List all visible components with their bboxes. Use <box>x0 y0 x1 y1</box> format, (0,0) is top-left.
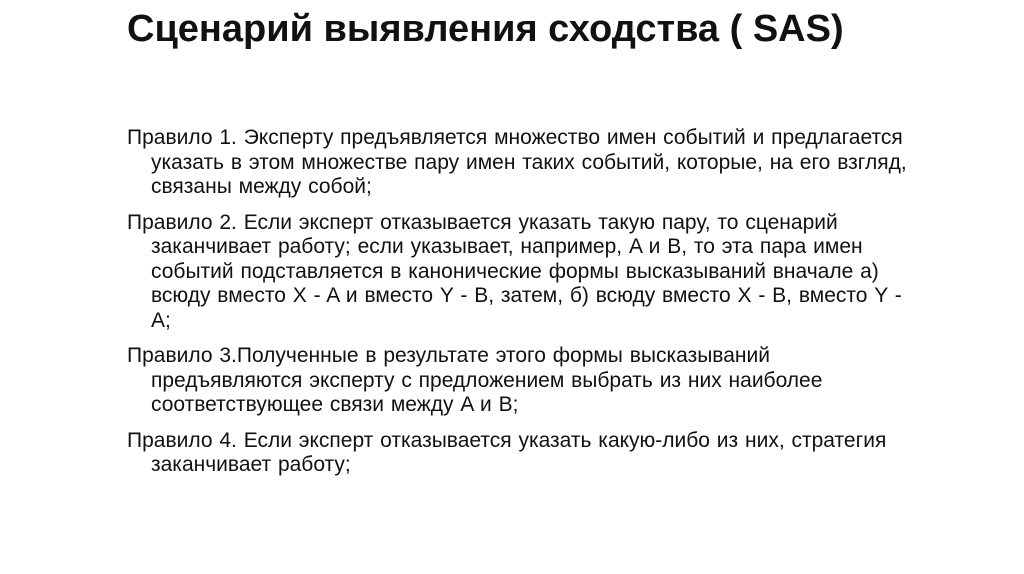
slide-title: Сценарий выявления сходства ( SAS) <box>127 8 844 50</box>
rule-item: Правило 1. Эксперту предъявляется множество имен событий и предлагается указать в этом множестве пару имен таких событий, которые, на его взгляд, связаны между собой; <box>127 126 907 198</box>
rules-list <box>127 126 917 489</box>
rule-item: Правило 3.Полученные в результате этого формы высказываний предъявляются эксперту с предложением выбрать из них наиболее соответствующее связи между A и B; <box>127 344 823 416</box>
rule-item: Правило 4. Если эксперт отказывается указать какую-либо из них, стратегия заканчивает работу; <box>127 428 887 476</box>
rule-item: Правило 2. Если эксперт отказывается указать такую пару, то сценарий заканчивает работу; если указывает, например, A и B, то эта пара имен событий подставляется в канонические формы высказываний вначале а) всюду вместо X - A и вместо Y - B, затем, б) всюду вместо X - B, вместо Y - A; <box>127 210 902 332</box>
